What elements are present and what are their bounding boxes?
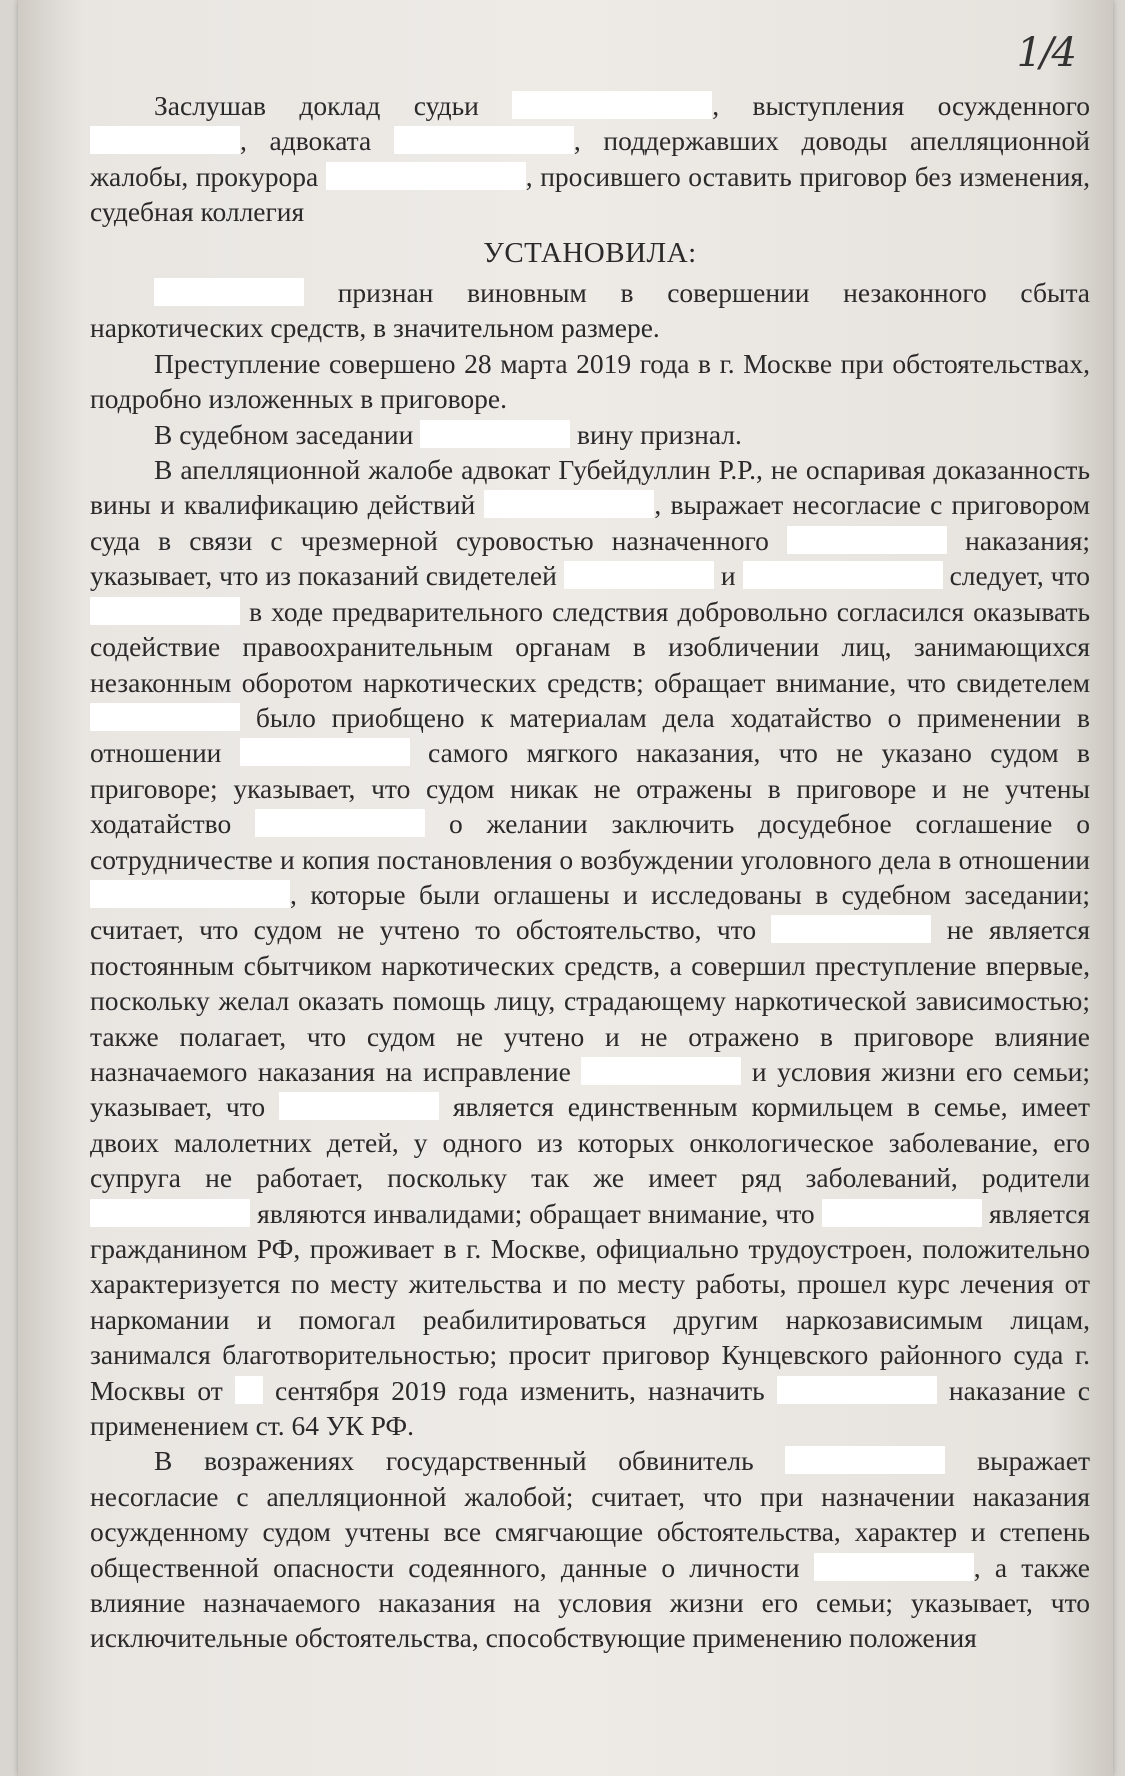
redaction (235, 1376, 263, 1404)
text: В апелляционной жалобе адвокат Губейдуллин Р.Р., не оспаривая доказанность вины и квалификацию действий (90, 454, 1090, 521)
redaction (785, 1446, 945, 1474)
redaction (787, 526, 947, 554)
paragraph-appeal (90, 452, 1090, 1443)
text: наказание с применением ст. 64 УК РФ. (90, 1374, 1090, 1442)
text: и условия жизни его семьи; указывает, что (90, 1055, 1091, 1123)
text: , а также влияние назначаемого наказания на условия жизни его семьи; указывает, что исключительные обстоятельства, способствующие применению положения (90, 1551, 1090, 1654)
text: , адвоката (240, 125, 372, 157)
text: выражает несогласие с апелляционной жалобой; считает, что при назначении наказания осужденному судом учтены все смягчающие обстоятельства, характер и степень общественной опасности содеянного, данные о личности (90, 1445, 1090, 1583)
text: следует, что (949, 560, 1090, 592)
text: В судебном заседании (154, 418, 414, 450)
redaction (90, 126, 240, 154)
redaction (420, 420, 570, 448)
text: в ходе предварительного следствия добровольно согласился оказывать содействие правоохранительным органам в изобличении лиц, занимающихся незаконным оборотом наркотических средств; обращает внимание, что свидетелем (90, 595, 1090, 698)
redaction (154, 278, 304, 306)
section-heading: УСТАНОВИЛА: (483, 236, 697, 269)
redaction (326, 162, 526, 190)
text: вину признал. (577, 418, 742, 450)
redaction (90, 880, 290, 908)
redaction (564, 561, 714, 589)
text: является единственным кормильцем в семье, имеет двоих малолетних детей, у одного из которых онкологическое заболевание, его супруга не работает, поскольку так же имеет ряд заболеваний, родители (90, 1091, 1091, 1194)
text: Преступление совершено 28 марта 2019 года в г. Москве при обстоятельствах, подробно изложенных в приговоре. (90, 347, 1090, 415)
text: самого мягкого наказания, что не указано судом в приговоре; указывает, что судом никак не отражены в приговоре и не учтены ходатайство (90, 737, 1090, 840)
text: , выражает несогласие с приговором суда в связи с чрезмерной суровостью назначенного (90, 489, 1091, 556)
text: Заслушав доклад судьи (154, 90, 479, 121)
redaction (771, 915, 931, 943)
document-body (90, 88, 1090, 1656)
redaction (814, 1553, 974, 1581)
redaction (90, 597, 240, 625)
redaction (822, 1199, 982, 1227)
text: , просившего оставить приговор без изменения, судебная коллегия (90, 160, 1090, 228)
redaction (90, 703, 240, 731)
paragraph-crime (90, 346, 1090, 417)
text: не является постоянным сбытчиком наркотических средств, а совершил преступление впервые, поскольку желал оказать помощь лицу, страдающему наркотической зависимостью; также полагает, что судом не учтено и не отражено в приговоре влияние назначаемого наказания на исправление (90, 914, 1091, 1087)
redaction (581, 1057, 741, 1085)
redaction (255, 809, 425, 837)
text: и (720, 560, 736, 592)
text: , выступления осужденного (712, 90, 1091, 121)
paragraph-hearing (90, 88, 1090, 230)
document-page (18, 0, 1113, 1776)
text: , поддержавших доводы апелляционной жалобы, прокурора (90, 125, 1091, 192)
redaction (777, 1376, 937, 1404)
redaction (240, 738, 410, 766)
text: было приобщено к материалам дела ходатайство о применении в отношении (90, 701, 1091, 769)
redaction (90, 1199, 250, 1227)
text: наказания; указывает, что из показаний свидетелей (90, 524, 1090, 592)
text: о желании заключить досудебное соглашение о сотрудничестве и копия постановления о возбуждении уголовного дела в отношении (90, 808, 1090, 875)
paragraph-objections (90, 1443, 1090, 1655)
redaction (743, 561, 943, 589)
text: являются инвалидами; обращает внимание, что (257, 1197, 815, 1229)
paragraph-admission (90, 417, 1090, 452)
text: является гражданином РФ, проживает в г. Москве, официально трудоустроен, положительно характеризуется по месту жительства и по месту работы, прошел курс лечения от наркомании и помогал реабилитироваться другим наркозависимым лицам, занимался благотворительностью; просит приговор Кунцевского районного суда г. Москвы от (90, 1197, 1091, 1406)
text: признан виновным в совершении незаконного сбыта наркотических средств, в значительном размере. (90, 277, 1091, 344)
redaction (394, 126, 574, 154)
page-number: 1/4 (1016, 30, 1075, 76)
text: сентября 2019 года изменить, назначить (274, 1374, 765, 1406)
paragraph-verdict (90, 275, 1090, 346)
text: , которые были оглашены и исследованы в судебном заседании; считает, что судом не учтено то обстоятельство, что (90, 878, 1090, 946)
redaction (512, 91, 712, 119)
redaction (279, 1092, 439, 1120)
text: В возражениях государственный обвинитель (154, 1445, 754, 1477)
redaction (484, 490, 654, 518)
